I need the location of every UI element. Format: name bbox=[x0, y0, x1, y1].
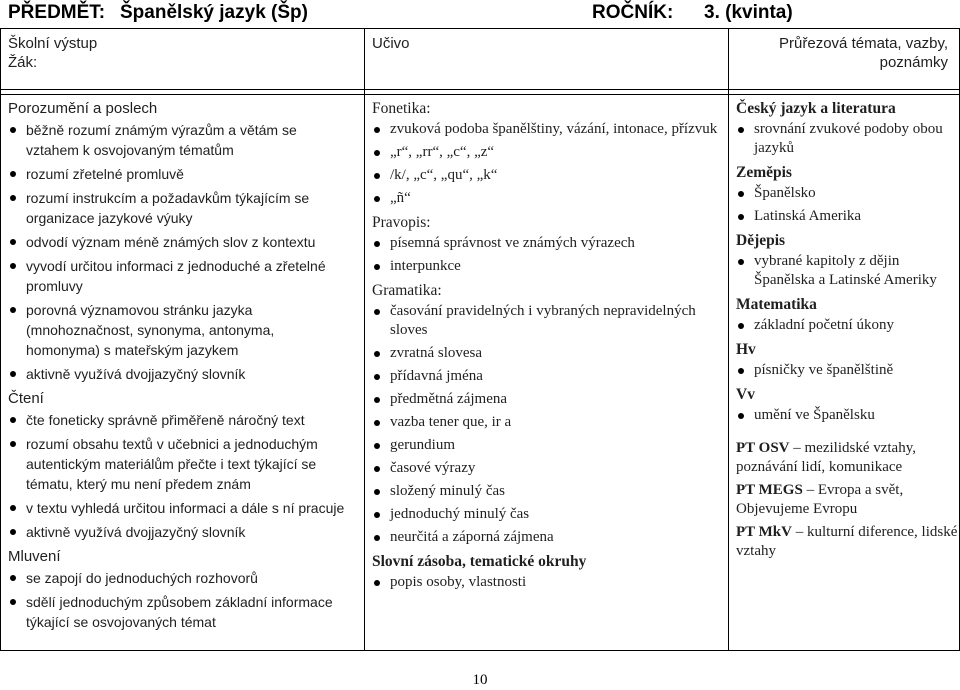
list-item: v textu vyhledá určitou informaci a dále s ní pracuje bbox=[8, 498, 348, 518]
cross-list-3 bbox=[736, 252, 958, 290]
table-bottom-border bbox=[0, 650, 960, 651]
section-heading: Český jazyk a literatura bbox=[736, 100, 896, 117]
section-heading: Hv bbox=[736, 341, 756, 358]
outputs-column bbox=[8, 98, 348, 636]
section-heading: Čtení bbox=[8, 390, 44, 407]
list-item: vyvodí určitou informaci z jednoduché a zřetelné promluvy bbox=[8, 256, 348, 296]
outputs-list-1 bbox=[8, 120, 348, 384]
list-item: časové výrazy bbox=[372, 459, 722, 478]
curriculum-column-header bbox=[372, 34, 712, 53]
list-item: gerundium bbox=[372, 436, 722, 455]
cross-column-header bbox=[736, 34, 948, 72]
section-heading: Matematika bbox=[736, 296, 817, 313]
header bbox=[8, 2, 952, 26]
cross-list-5 bbox=[736, 361, 958, 380]
list-item: předmětná zájmena bbox=[372, 390, 722, 409]
list-item: /k/, „c“, „qu“, „k“ bbox=[372, 166, 722, 185]
list-item: „ñ“ bbox=[372, 189, 722, 208]
section-heading: Slovní zásoba, tematické okruhy bbox=[372, 553, 587, 570]
cross-list-4 bbox=[736, 316, 958, 335]
grade-value: 3. (kvinta) bbox=[704, 2, 793, 23]
section-heading: Dějepis bbox=[736, 232, 786, 249]
list-item: aktivně využívá dvojjazyčný slovník bbox=[8, 364, 348, 384]
list-item: umění ve Španělsku bbox=[736, 406, 958, 425]
list-item: se zapojí do jednoduchých rozhovorů bbox=[8, 568, 348, 588]
theme-text: – kulturní diference, lidské vztahy bbox=[736, 524, 958, 559]
curriculum-title: Učivo bbox=[372, 35, 410, 52]
list-item: neurčitá a záporná zájmena bbox=[372, 528, 722, 547]
header-row-border bbox=[0, 89, 960, 90]
list-item: odvodí význam méně známých slov z kontextu bbox=[8, 232, 348, 252]
theme-code: PT MEGS bbox=[736, 482, 803, 498]
section-heading: Porozumění a poslech bbox=[8, 100, 158, 117]
list-item: čte foneticky správně přiměřeně náročný text bbox=[8, 410, 348, 430]
list-item: popis osoby, vlastnosti bbox=[372, 573, 722, 592]
list-item: zvuková podoba španělštiny, vázání, intonace, přízvuk bbox=[372, 120, 722, 139]
cross-column bbox=[736, 98, 958, 565]
list-item: rozumí obsahu textů v učebnici a jednoduchým autentickým materiálům přečte i text týkající se tématu, který mu není předem znám bbox=[8, 434, 348, 494]
list-item: základní početní úkony bbox=[736, 316, 958, 335]
theme-note bbox=[736, 439, 958, 477]
section-heading: Zeměpis bbox=[736, 164, 792, 181]
curriculum-list-1 bbox=[372, 120, 722, 208]
outputs-list-3 bbox=[8, 568, 348, 632]
table-left-border bbox=[0, 28, 1, 650]
section-heading: Vv bbox=[736, 386, 755, 403]
list-item: Španělsko bbox=[736, 184, 958, 203]
list-item: rozumí zřetelné promluvě bbox=[8, 164, 348, 184]
list-item: složený minulý čas bbox=[372, 482, 722, 501]
list-item: rozumí instrukcím a požadavkům týkajícím se organizace jazykové výuky bbox=[8, 188, 348, 228]
list-item: aktivně využívá dvojjazyčný slovník bbox=[8, 522, 348, 542]
list-item: časování pravidelných i vybraných nepravidelných sloves bbox=[372, 302, 722, 340]
theme-text: – mezilidské vztahy, poznávání lidí, komunikace bbox=[736, 440, 916, 475]
subject-label: PŘEDMĚT: bbox=[8, 2, 106, 23]
section-heading: Pravopis: bbox=[372, 214, 431, 231]
curriculum-column bbox=[372, 98, 722, 596]
curriculum-list-3 bbox=[372, 302, 722, 547]
outputs-title: Školní výstup bbox=[8, 35, 98, 52]
cross-list-2 bbox=[736, 184, 958, 226]
section-heading: Gramatika: bbox=[372, 282, 442, 299]
cross-title: Průřezová témata, vazby, poznámky bbox=[779, 35, 948, 71]
list-item: zvratná slovesa bbox=[372, 344, 722, 363]
list-item: běžně rozumí známým výrazům a větám se vztahem k osvojovaným tématům bbox=[8, 120, 348, 160]
theme-text: – Evropa a svět, Objevujeme Evropu bbox=[736, 482, 904, 517]
page-number: 10 bbox=[472, 672, 488, 688]
list-item: vazba tener que, ir a bbox=[372, 413, 722, 432]
outputs-column-header bbox=[8, 34, 348, 72]
theme-code: PT OSV bbox=[736, 440, 790, 456]
outputs-subtitle: Žák: bbox=[8, 54, 38, 71]
column-divider-1 bbox=[364, 28, 365, 650]
list-item: srovnání zvukové podoby obou jazyků bbox=[736, 120, 958, 158]
section-heading: Fonetika: bbox=[372, 100, 431, 117]
list-item: jednoduchý minulý čas bbox=[372, 505, 722, 524]
list-item: přídavná jména bbox=[372, 367, 722, 386]
theme-code: PT MkV bbox=[736, 524, 792, 540]
curriculum-list-2 bbox=[372, 234, 722, 276]
subject-value: Španělský jazyk (Šp) bbox=[120, 2, 308, 23]
list-item: vybrané kapitoly z dějin Španělska a Latinské Ameriky bbox=[736, 252, 958, 290]
list-item: Latinská Amerika bbox=[736, 207, 958, 226]
cross-list-1 bbox=[736, 120, 958, 158]
cross-list-6 bbox=[736, 406, 958, 425]
list-item: interpunkce bbox=[372, 257, 722, 276]
list-item: „r“, „rr“, „c“, „z“ bbox=[372, 143, 722, 162]
grade-label: ROČNÍK: bbox=[592, 2, 674, 23]
table-top-border bbox=[0, 28, 960, 29]
list-item: písničky ve španělštině bbox=[736, 361, 958, 380]
curriculum-list-4 bbox=[372, 573, 722, 592]
list-item: porovná významovou stránku jazyka (mnohoznačnost, synonyma, antonyma, homonyma) s mateřským jazykem bbox=[8, 300, 348, 360]
column-divider-2 bbox=[728, 28, 729, 650]
list-item: písemná správnost ve známých výrazech bbox=[372, 234, 722, 253]
theme-note bbox=[736, 481, 958, 519]
header-row-border-double bbox=[0, 94, 960, 95]
theme-note bbox=[736, 523, 958, 561]
list-item: sdělí jednoduchým způsobem základní informace týkající se osvojovaných témat bbox=[8, 592, 348, 632]
section-heading: Mluvení bbox=[8, 548, 61, 565]
outputs-list-2 bbox=[8, 410, 348, 542]
